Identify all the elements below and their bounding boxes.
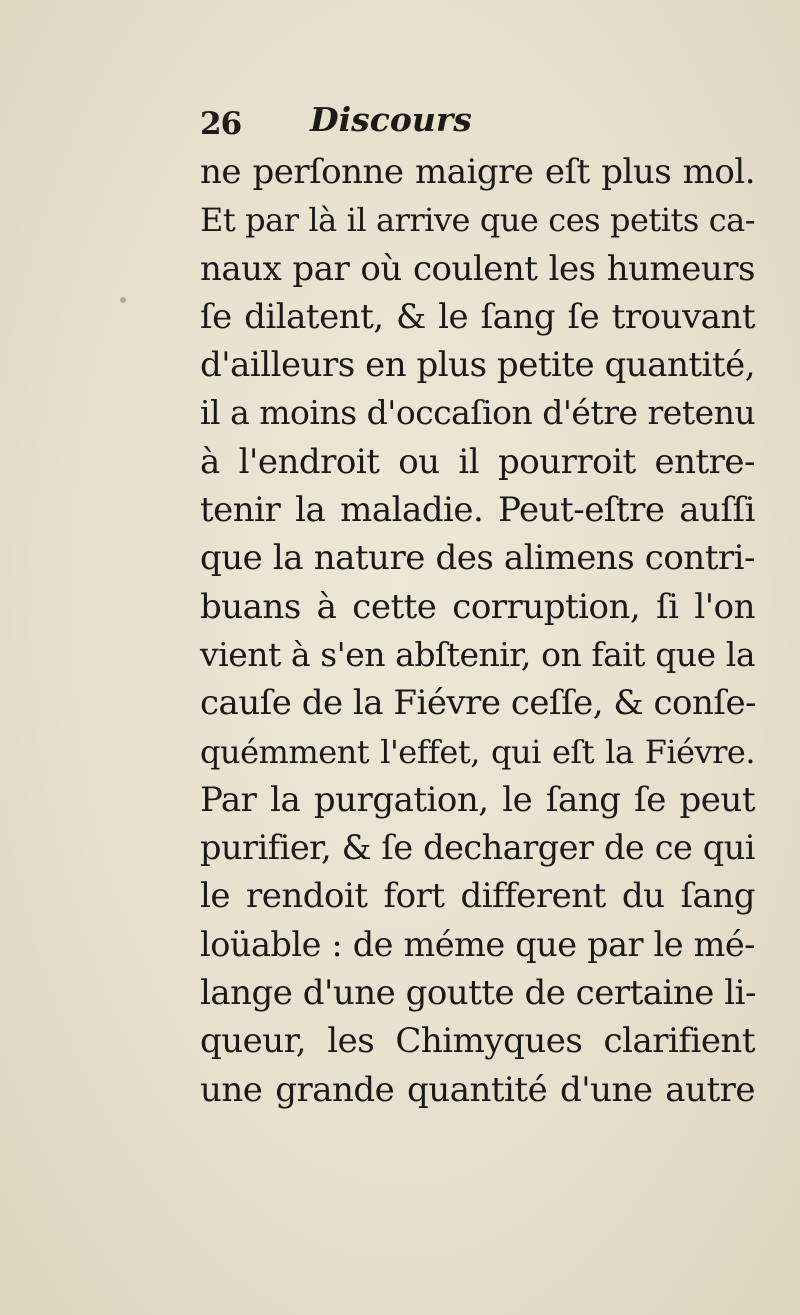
text-line: lange d'une goutte de certaine li- [200, 973, 756, 1014]
text-line: Et par là il arrive que ces petits ca- [200, 201, 755, 240]
text-line: une grande quantité d'une autre [200, 1069, 755, 1110]
text-line: queur, les Chimyques clarifient [200, 1021, 755, 1062]
body-text [200, 148, 760, 1114]
text-line: ne perſonne maigre eſt plus mol. [200, 152, 755, 192]
text-line: à l'endroit ou il pourroit entre- [200, 441, 755, 482]
text-line: vient à s'en abſtenir, on fait que la [200, 634, 755, 674]
text-line: Par la purgation, le ſang ſe peut [200, 779, 755, 820]
running-title: Discours [310, 100, 472, 139]
text-line: quémment l'effet, qui eſt la Fiévre. [200, 732, 755, 771]
running-head [200, 100, 560, 150]
text-line: d'ailleurs en plus petite quantité, [200, 345, 755, 386]
text-line: cauſe de la Fiévre ceſſe, & conſe- [200, 683, 757, 724]
text-line: ſe dilatent, & le ſang ſe trouvant [200, 296, 755, 337]
text-line: le rendoit fort different du ſang [200, 876, 755, 917]
text-line: naux par où coulent les humeurs [200, 248, 755, 289]
text-line: que la nature des alimens contri- [200, 538, 755, 579]
page-number: 26 [200, 106, 242, 142]
text-line: purifier, & ſe decharger de ce qui [200, 828, 755, 868]
text-line: loüable : de méme que par le mé- [200, 924, 755, 964]
text-line: buans à cette corruption, ſi l'on [200, 586, 755, 627]
paper-stain [120, 297, 126, 303]
text-line: tenir la maladie. Peut-eſtre auſſi [200, 490, 755, 531]
text-line: il a moins d'occaſion d'étre retenu [200, 393, 756, 433]
